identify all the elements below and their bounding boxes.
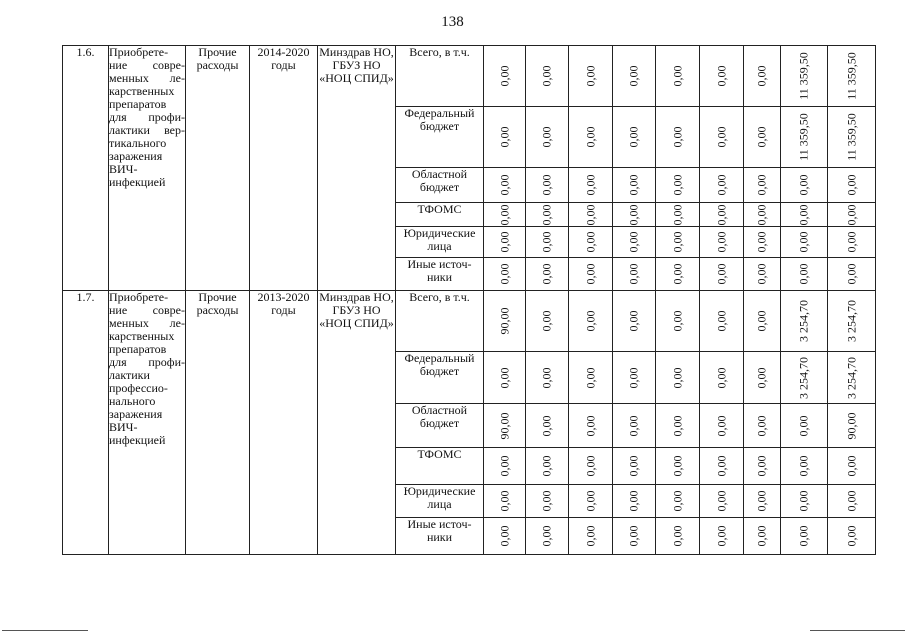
value-cell [569,448,613,485]
value-cell [484,448,526,485]
value-cell [828,518,876,555]
value-text: 0,00 [497,126,511,148]
value-text: 0,00 [714,231,728,253]
value-cell [781,485,828,518]
value-cell [828,352,876,404]
funding-source: Федеральный бюджет [396,107,484,168]
period: 2013-2020 годы [250,291,318,555]
value-text: 0,00 [754,263,769,285]
value-text: 3 254,70 [844,356,858,399]
value-text: 0,00 [796,174,811,196]
value-text: 0,00 [714,174,728,196]
value-cell [700,485,744,518]
value-cell [526,518,569,555]
value-text: 0,00 [626,65,641,87]
value-cell [613,46,656,107]
value-cell [828,258,876,291]
value-text: 0,00 [796,263,811,285]
value-text: 0,00 [626,367,641,388]
value-text: 0,00 [583,263,597,285]
value-text: 0,00 [670,231,684,253]
value-text: 3 254,70 [796,300,811,342]
value-cell [781,168,828,203]
value-cell [613,404,656,448]
value-text: 0,00 [626,204,641,225]
value-cell [700,352,744,404]
value-text: 0,00 [670,263,684,285]
value-cell [526,203,569,227]
value-text: 0,00 [714,415,728,436]
value-cell [656,168,700,203]
value-text: 0,00 [539,415,554,436]
value-cell [569,168,613,203]
value-text: 0,00 [583,310,597,332]
value-text: 0,00 [670,525,684,547]
value-cell [656,352,700,404]
value-cell [781,448,828,485]
value-text: 0,00 [539,310,554,332]
value-text: 0,00 [796,231,811,253]
value-text: 0,00 [714,204,728,225]
value-text: 0,00 [844,263,858,285]
value-text: 0,00 [670,126,684,148]
value-text: 0,00 [670,455,684,477]
value-text: 0,00 [626,455,641,477]
value-cell [700,404,744,448]
value-text: 0,00 [626,174,641,196]
value-cell [744,107,781,168]
value-cell [828,46,876,107]
value-text: 0,00 [844,174,858,196]
funding-source: Иные источ-ники [396,518,484,555]
value-text: 0,00 [539,455,554,477]
funding-source: Областной бюджет [396,404,484,448]
value-cell [613,485,656,518]
value-text: 0,00 [714,367,728,388]
value-cell [781,518,828,555]
value-text: 0,00 [754,204,769,225]
value-cell [744,168,781,203]
value-cell [484,227,526,258]
value-text: 0,00 [583,455,597,477]
value-text: 0,00 [583,231,597,253]
value-cell [526,352,569,404]
value-text: 0,00 [497,204,511,225]
page-number: 138 [441,14,464,30]
value-text: 0,00 [754,490,769,512]
value-text: 0,00 [626,231,641,253]
value-cell [828,107,876,168]
value-cell [828,291,876,352]
value-cell [828,168,876,203]
value-text: 0,00 [796,525,811,547]
value-text: 0,00 [714,126,728,148]
value-text: 0,00 [626,263,641,285]
value-cell [569,352,613,404]
value-cell [828,404,876,448]
value-text: 0,00 [796,415,811,436]
funding-source: Юридические лица [396,227,484,258]
value-text: 0,00 [754,174,769,196]
footer-rule-left [2,630,88,631]
value-cell [656,107,700,168]
value-text: 3 254,70 [796,356,811,399]
expense-type: Прочие расходы [186,291,250,555]
value-text: 0,00 [670,415,684,436]
value-text: 0,00 [626,415,641,436]
funding-source: ТФОМС [396,203,484,227]
table-row [63,291,876,352]
value-cell [613,168,656,203]
value-cell [613,448,656,485]
value-text: 0,00 [497,525,511,547]
value-cell [613,352,656,404]
value-text: 0,00 [497,263,511,285]
value-cell [526,448,569,485]
value-cell [569,46,613,107]
value-cell [526,46,569,107]
value-text: 0,00 [539,204,554,225]
value-text: 90,00 [497,307,511,335]
value-text: 0,00 [844,231,858,253]
value-cell [700,518,744,555]
value-text: 0,00 [670,367,684,388]
value-text: 0,00 [670,490,684,512]
value-text: 0,00 [844,525,858,547]
value-cell [484,518,526,555]
value-cell [744,352,781,404]
value-text: 11 359,50 [796,52,811,100]
value-cell [526,258,569,291]
value-text: 0,00 [796,490,811,512]
funding-source: Юридические лица [396,485,484,518]
value-cell [569,485,613,518]
value-cell [484,485,526,518]
value-text: 0,00 [497,231,511,253]
footer-rule-right [810,630,905,631]
value-text: 0,00 [844,455,858,477]
value-cell [569,203,613,227]
value-text: 0,00 [626,490,641,512]
value-text: 0,00 [754,65,769,87]
value-cell [613,518,656,555]
value-text: 0,00 [539,525,554,547]
value-text: 0,00 [754,310,769,332]
value-cell [526,485,569,518]
value-text: 0,00 [754,126,769,148]
value-cell [828,203,876,227]
value-text: 0,00 [714,65,728,87]
value-text: 0,00 [539,490,554,512]
value-cell [656,518,700,555]
value-cell [484,168,526,203]
value-text: 90,00 [497,412,511,439]
value-cell [526,227,569,258]
funding-source: Федеральный бюджет [396,352,484,404]
value-cell [828,485,876,518]
value-text: 0,00 [539,126,554,148]
value-text: 0,00 [626,126,641,148]
value-cell [569,227,613,258]
value-cell [656,291,700,352]
table-body [63,46,876,555]
value-cell [526,107,569,168]
value-cell [613,227,656,258]
value-text: 0,00 [714,263,728,285]
value-text: 0,00 [714,525,728,547]
value-text: 0,00 [754,367,769,388]
value-cell [700,107,744,168]
value-text: 0,00 [497,455,511,477]
value-text: 3 254,70 [844,300,858,342]
value-cell [484,404,526,448]
value-text: 11 359,50 [844,52,858,100]
value-text: 0,00 [583,174,597,196]
value-cell [569,404,613,448]
value-text: 0,00 [539,367,554,388]
value-cell [744,258,781,291]
period: 2014-2020 годы [250,46,318,291]
value-cell [656,448,700,485]
value-cell [744,518,781,555]
value-cell [700,168,744,203]
value-cell [484,352,526,404]
funding-source: Областной бюджет [396,168,484,203]
value-text: 0,00 [670,204,684,225]
value-cell [656,485,700,518]
value-cell [656,404,700,448]
value-cell [781,404,828,448]
value-text: 0,00 [497,490,511,512]
value-cell [700,291,744,352]
value-text: 0,00 [670,310,684,332]
value-text: 0,00 [844,490,858,512]
value-text: 0,00 [539,231,554,253]
value-cell [656,258,700,291]
value-text: 0,00 [670,65,684,87]
value-text: 0,00 [670,174,684,196]
value-text: 0,00 [583,126,597,148]
value-text: 0,00 [583,525,597,547]
value-cell [656,227,700,258]
funding-source: Всего, в т.ч. [396,46,484,107]
value-text: 0,00 [714,455,728,477]
item-number: 1.7. [63,291,109,555]
value-text: 0,00 [796,204,811,225]
value-cell [781,258,828,291]
value-text: 0,00 [714,310,728,332]
value-cell [781,227,828,258]
table-row [63,46,876,107]
value-text: 0,00 [754,455,769,477]
value-cell [569,291,613,352]
funding-source: Иные источ-ники [396,258,484,291]
value-cell [613,107,656,168]
value-cell [781,352,828,404]
value-text: 0,00 [714,490,728,512]
value-cell [526,291,569,352]
value-text: 0,00 [844,204,858,225]
value-cell [828,227,876,258]
value-text: 0,00 [539,65,554,87]
value-cell [744,227,781,258]
value-cell [526,168,569,203]
value-cell [613,203,656,227]
value-cell [781,291,828,352]
funding-source: Всего, в т.ч. [396,291,484,352]
value-cell [700,227,744,258]
value-cell [744,291,781,352]
value-cell [781,107,828,168]
value-cell [744,404,781,448]
value-text: 0,00 [796,455,811,477]
expense-type: Прочие расходы [186,46,250,291]
value-cell [781,46,828,107]
value-cell [484,107,526,168]
value-cell [781,203,828,227]
value-cell [700,203,744,227]
value-cell [569,518,613,555]
value-text: 11 359,50 [844,113,858,161]
value-cell [484,291,526,352]
value-cell [744,485,781,518]
value-text: 0,00 [754,525,769,547]
value-text: 0,00 [583,415,597,436]
value-cell [484,203,526,227]
value-cell [656,46,700,107]
value-cell [656,203,700,227]
value-cell [613,291,656,352]
item-name: Приобрете-ние совре-менных ле-карственных препаратов для профи-лактики профессио-нального заражения ВИЧ-инфекцией [109,291,186,555]
value-text: 0,00 [539,174,554,196]
value-text: 0,00 [497,174,511,196]
value-text: 0,00 [626,310,641,332]
value-cell [700,258,744,291]
value-text: 0,00 [497,65,511,87]
value-text: 0,00 [497,367,511,388]
value-cell [484,46,526,107]
value-cell [828,448,876,485]
value-text: 0,00 [583,367,597,388]
value-cell [484,258,526,291]
value-cell [569,107,613,168]
item-name: Приобрете-ние совре-менных ле-карственных препаратов для профи-лактики вер-тикального заражения ВИЧ-инфекцией [109,46,186,291]
value-text: 0,00 [583,204,597,225]
item-number: 1.6. [63,46,109,291]
value-text: 0,00 [583,65,597,87]
executor: Минздрав НО, ГБУЗ НО «НОЦ СПИД» [318,46,396,291]
value-cell [744,46,781,107]
value-text: 0,00 [539,263,554,285]
value-text: 0,00 [754,231,769,253]
funding-source: ТФОМС [396,448,484,485]
value-cell [700,448,744,485]
value-cell [569,258,613,291]
executor: Минздрав НО, ГБУЗ НО «НОЦ СПИД» [318,291,396,555]
value-text: 0,00 [754,415,769,436]
value-text: 0,00 [583,490,597,512]
budget-table [62,45,876,555]
value-cell [613,258,656,291]
value-cell [700,46,744,107]
value-cell [526,404,569,448]
value-text: 90,00 [844,412,858,439]
value-cell [744,203,781,227]
value-text: 11 359,50 [796,113,811,161]
value-text: 0,00 [626,525,641,547]
value-cell [744,448,781,485]
